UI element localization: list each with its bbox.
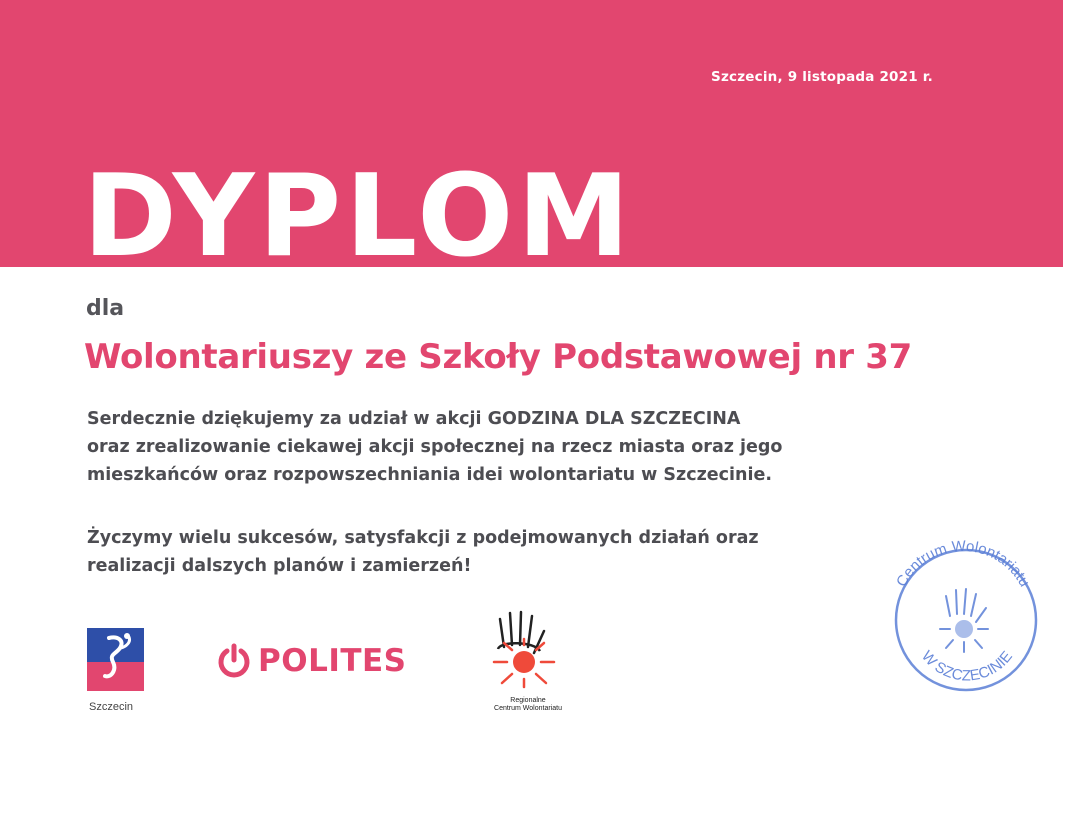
organization-stamp <box>878 534 1048 694</box>
recipient-name: Wolontariuszy ze Szkoły Podstawowej nr 37 <box>84 337 912 377</box>
thanks-line: mieszkańców oraz rozpowszechniania idei wolontariatu w Szczecinie. <box>87 465 772 485</box>
szczecin-logo <box>87 628 144 691</box>
document-date: Szczecin, 9 listopada 2021 r. <box>711 69 933 85</box>
diploma-title: DYPLOM <box>83 150 634 282</box>
thanks-line: Serdecznie dziękujemy za udział w akcji GODZINA DLA SZCZECINA <box>87 409 741 429</box>
power-icon <box>216 643 252 679</box>
wishes-line: realizacji dalszych planów i zamierzeń! <box>87 556 472 576</box>
thanks-line: oraz zrealizowanie ciekawej akcji społecznej na rzecz miasta oraz jego <box>87 437 783 457</box>
thanks-paragraph <box>87 405 782 489</box>
polites-logo <box>216 643 407 679</box>
szczecin-logo-label: Szczecin <box>89 701 134 713</box>
header-banner <box>0 0 1063 282</box>
rcw-label-line1: Regionalne <box>510 697 546 704</box>
recipient-prefix: dla <box>86 296 125 321</box>
polites-logo-text: POLITES <box>258 643 407 679</box>
stamp-top-text: Centrum Wolontariatu <box>893 537 1034 590</box>
rcw-label-line2: Centrum Wolontariatu <box>494 705 562 712</box>
wishes-line: Życzymy wielu sukcesów, satysfakcji z podejmowanych działań oraz <box>87 528 759 548</box>
stamp-bottom-text: W SZCZECINIE <box>917 647 1016 685</box>
rcw-logo-label <box>470 697 586 713</box>
wishes-paragraph <box>87 524 759 580</box>
rcw-hand-sun-logo <box>484 607 564 697</box>
stamp-hand-icon <box>940 589 988 652</box>
